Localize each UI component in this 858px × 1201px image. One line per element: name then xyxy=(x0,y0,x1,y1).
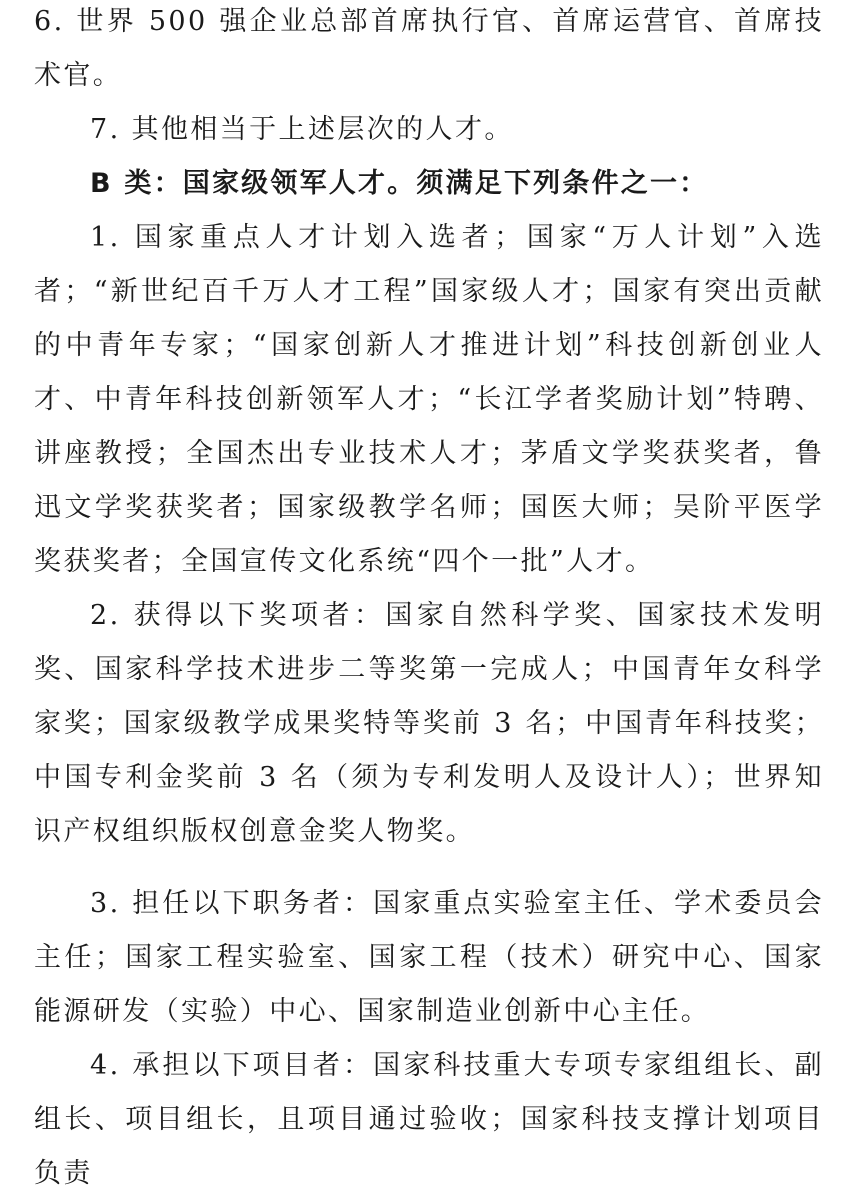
paragraph-item-7-other-talents: 7. 其他相当于上述层次的人才。 xyxy=(90,114,514,145)
paragraph-item-1-talent-programs: 1. 国家重点人才计划入选者；国家“万人计划”入选者；“新世纪百千万人才工程”国家级人才；国家有突出贡献的中青年专家；“国家创新人才推进计划”科技创新创业人才、中青年科技创新领军人才；“长江学者奖励计划”特聘、讲座教授；全国杰出专业技术人才；茅盾文学奖获奖者，鲁迅文学奖获奖者；国家级教学名师；国医大师；吴阶平医学奖获奖者；全国宣传文化系统“四个一批”人才。 xyxy=(34,222,824,577)
paragraph-item-2-awards: 2. 获得以下奖项者：国家自然科学奖、国家技术发明奖、国家科学技术进步二等奖第一完成人；中国青年女科学家奖；国家级教学成果奖特等奖前 3 名；中国青年科技奖；中国专利金奖前 3 名（须为专利发明人及设计人）；世界知识产权组织版权创意金奖人物奖。 xyxy=(34,600,824,847)
paragraph-item-4-projects: 4. 承担以下项目者：国家科技重大专项专家组组长、副组长、项目组长，且项目通过验收；国家科技支撑计划项目负责 xyxy=(34,1050,824,1189)
paragraph-item-6-executives: 6. 世界 500 强企业总部首席执行官、首席运营官、首席技术官。 xyxy=(34,6,824,91)
paragraph-item-3-positions: 3. 担任以下职务者：国家重点实验室主任、学术委员会主任；国家工程实验室、国家工程（技术）研究中心、国家能源研发（实验）中心、国家制造业创新中心主任。 xyxy=(34,888,824,1027)
section-heading-category-b: B 类：国家级领军人才。须满足下列条件之一： xyxy=(90,168,709,199)
